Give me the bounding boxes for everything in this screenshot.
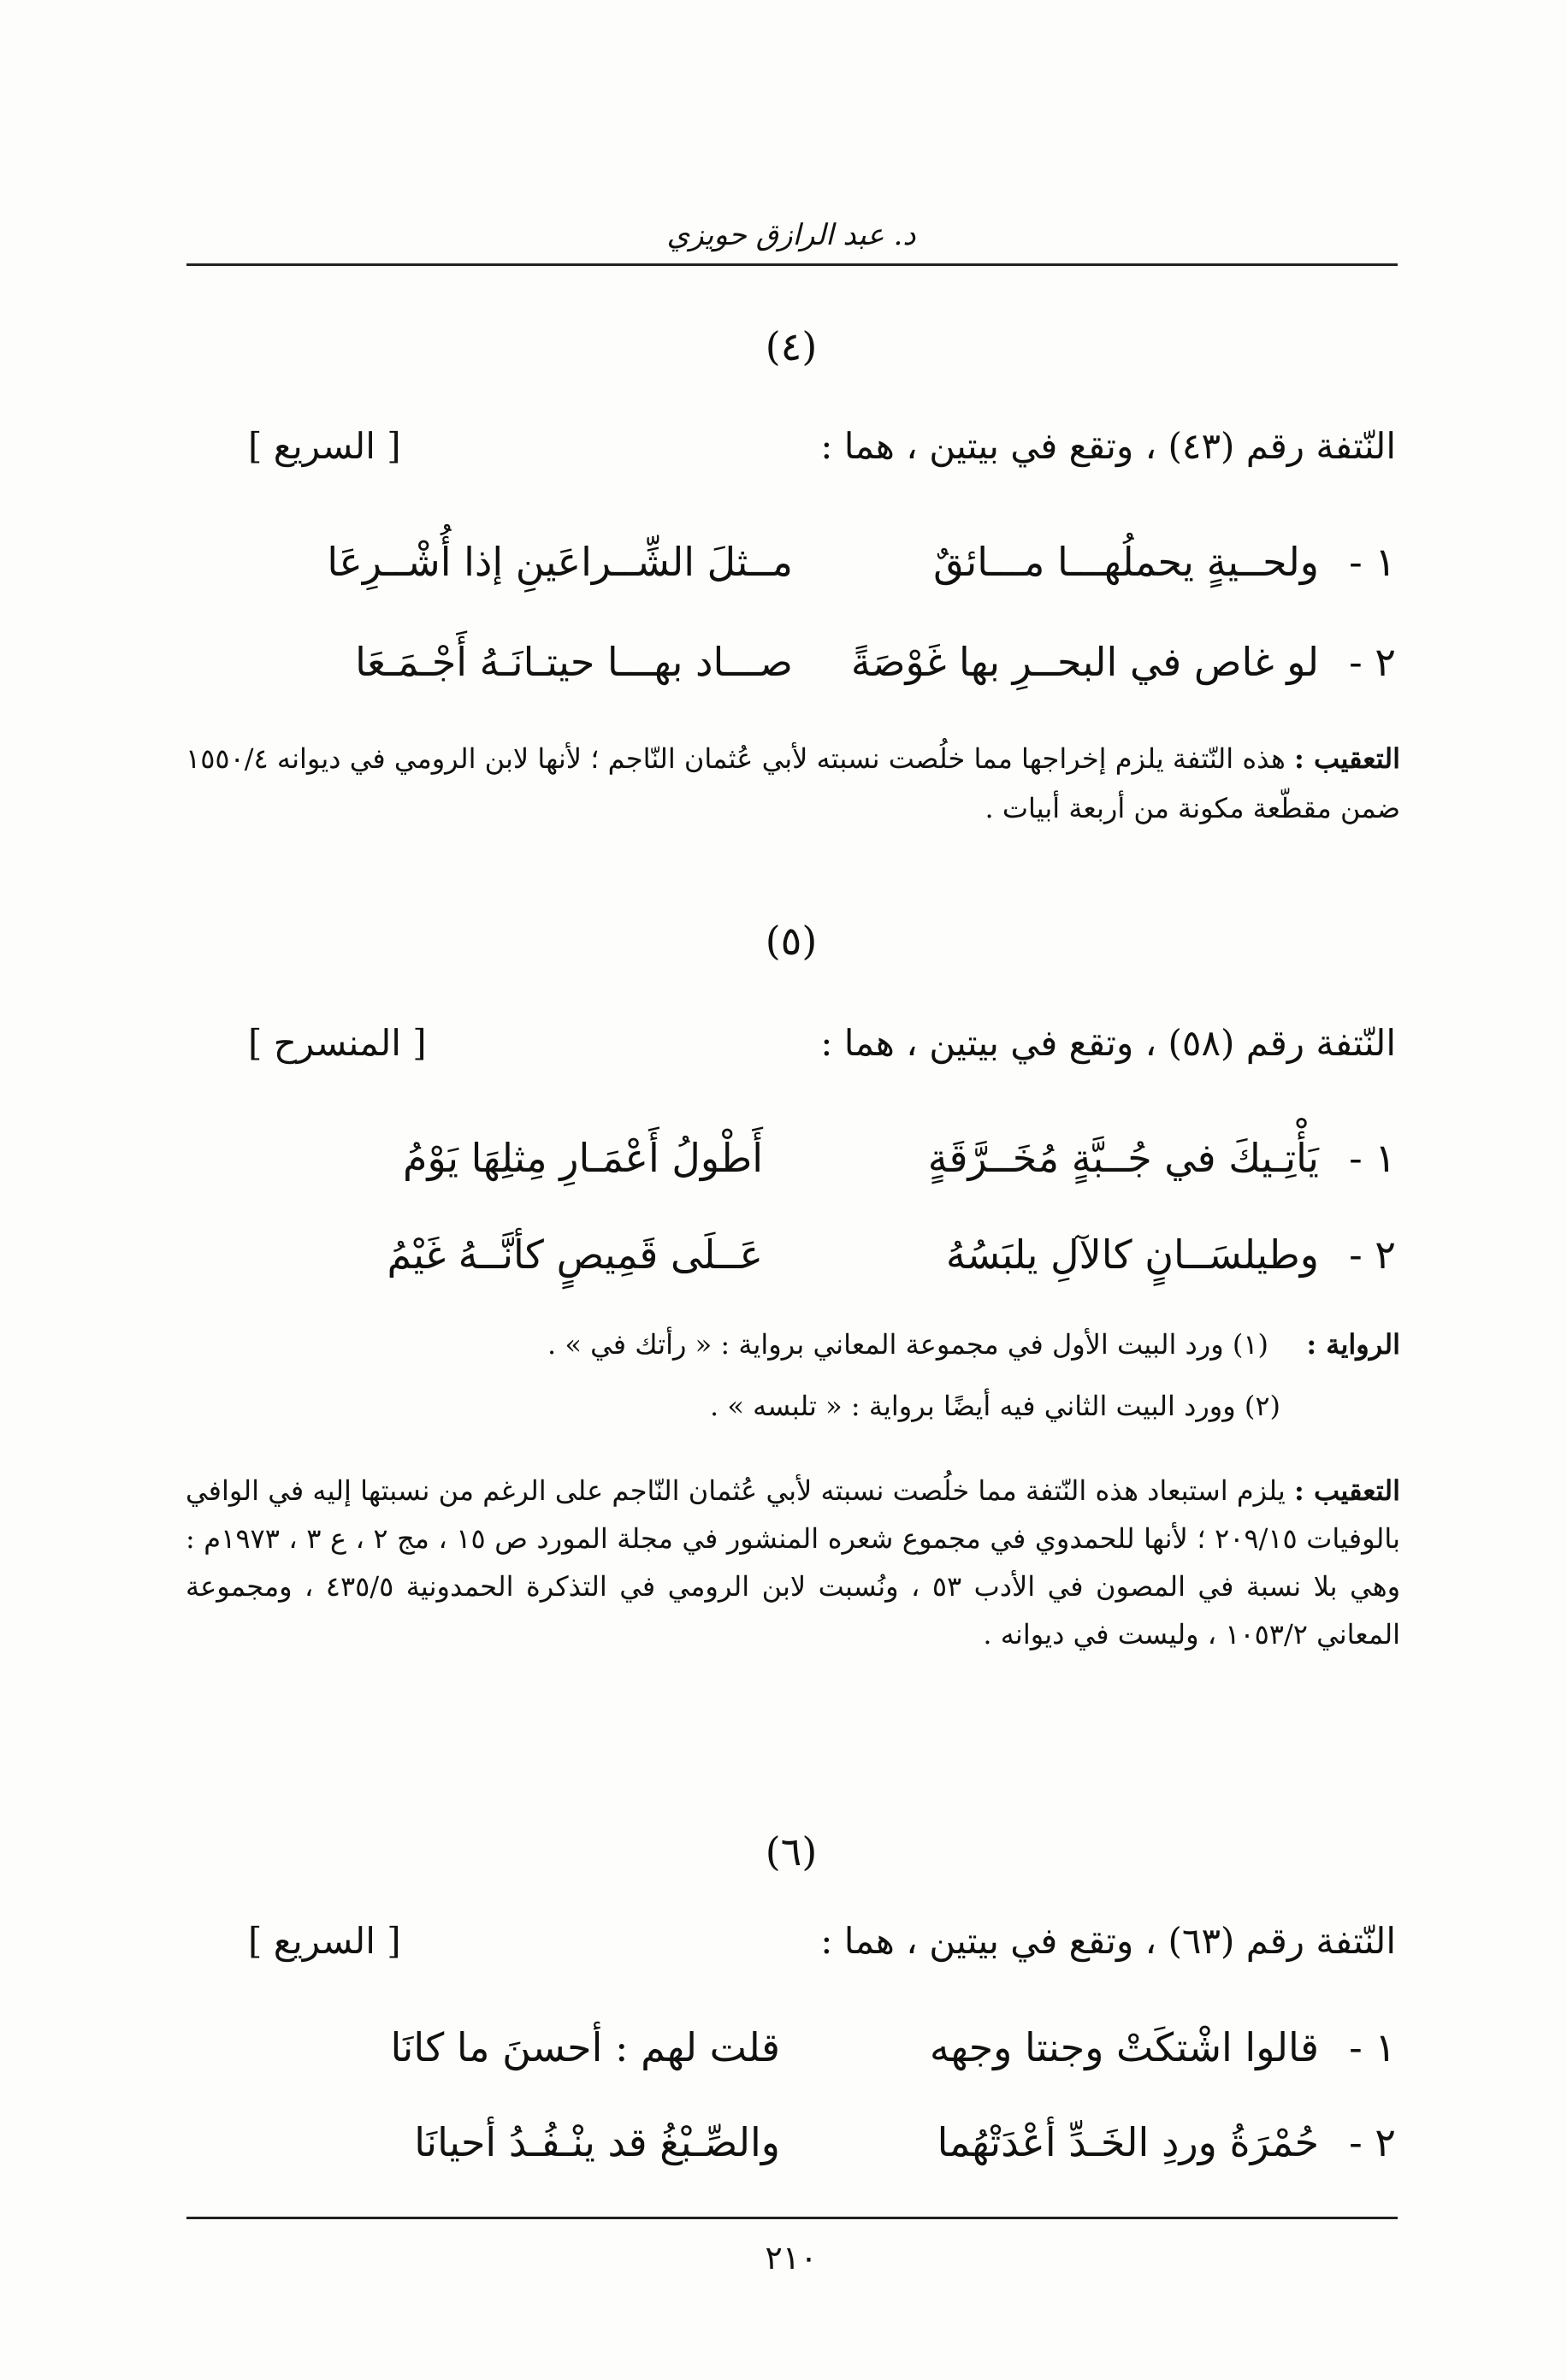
verse-second-hemistich: صـــاد بهـــا حيتـانَـهُ أَجْـمَـعَا: [355, 639, 793, 685]
verse-number: ١ -: [1349, 539, 1396, 585]
commentary-note: [186, 734, 1400, 833]
verse-first-hemistich: ولحــيةٍ يحملُهـــا مـــائقٌ: [933, 539, 1319, 585]
riwaya-label: الرواية :: [1306, 1328, 1400, 1361]
verse-first-hemistich: لو غاص في البحــرِ بها غَوْصَةً: [850, 639, 1319, 685]
meter-label: [ السريع ]: [248, 425, 401, 467]
verse-line: [198, 2024, 1396, 2084]
commentary-note: [186, 1467, 1400, 1658]
verse-number: ٢ -: [1349, 639, 1396, 685]
verse-number: ٢ -: [1349, 1231, 1396, 1278]
verse-first-hemistich: وطيلسَــانٍ كالآلِ يلبَسُهُ: [945, 1231, 1319, 1278]
note-label: التعقيب :: [1294, 742, 1401, 775]
verse-line: [198, 1135, 1396, 1195]
note-text: يلزم استبعاد هذه النّتفة مما خلُصت نسبته لأبي عُثمان النّاجم على الرغم من نسبتها إليه في الوافي بالوفيات ٢٠٩/١٥ ؛ لأنها للحمدوي في مجموع شعره المنشور في مجلة المورد ص ١٥ ، مج ٢ ، ع ٣ ، ١٩٧٣م : وهي بلا نسبة في المصون في الأدب ٥٣ ، ونُسبت لابن الرومي في التذكرة الحمدونية ٤٣٥/٥ ، ومجموعة المعاني ١٠٥٣/٢ ، وليست في ديوانه .: [186, 1474, 1401, 1651]
verse-second-hemistich: عَــلَى قَمِيصٍ كأنَّــهُ غَيْمُ: [387, 1231, 763, 1278]
riwaya-line: [547, 1328, 1400, 1361]
footer-rule: [186, 2217, 1398, 2219]
verse-second-hemistich: مــثلَ الشِّــراعَينِ إذا أُشْــرِعَا: [327, 539, 793, 585]
verse-number: ١ -: [1349, 2024, 1396, 2070]
section-intro: النّتفة رقم (٤٣) ، وتقع في بيتين ، هما :: [820, 425, 1396, 467]
verse-number: ٢ -: [1349, 2119, 1396, 2165]
section-number: (٥): [765, 918, 818, 964]
section-intro: النّتفة رقم (٥٨) ، وتقع في بيتين ، هما :: [820, 1022, 1396, 1064]
verse-line: [198, 639, 1396, 699]
verse-first-hemistich: حُمْرَةُ وردِ الخَـدِّ أعْدَتْهُما: [937, 2119, 1319, 2165]
riwaya-line: [710, 1390, 1280, 1422]
meter-label: [ المنسرح ]: [248, 1022, 427, 1064]
verse-second-hemistich: أَطْولُ أَعْمَـارِ مِثلِهَا يَوْمُ: [403, 1135, 763, 1181]
verse-second-hemistich: قلت لهم : أحسنَ ما كانَا: [390, 2024, 780, 2070]
note-label: التعقيب :: [1294, 1474, 1401, 1507]
verse-number: ١ -: [1349, 1135, 1396, 1181]
verse-first-hemistich: يَأْتِـيكَ في جُــبَّةٍ مُخَــرَّقَةٍ: [927, 1135, 1319, 1181]
verse-line: [198, 2119, 1396, 2179]
section-number: (٦): [765, 1828, 818, 1875]
verse-line: [198, 539, 1396, 599]
riwaya-item: (٢) وورد البيت الثاني فيه أيضًا برواية : « تلبسه » .: [710, 1390, 1280, 1422]
verse-line: [198, 1231, 1396, 1291]
meter-label: [ السريع ]: [248, 1920, 401, 1962]
verse-first-hemistich: قالوا اشْتكَتْ وجنتا وجهه: [929, 2024, 1319, 2070]
riwaya-item: (١) ورد البيت الأول في مجموعة المعاني برواية : « رأتك في » .: [547, 1328, 1268, 1361]
section-number: (٤): [765, 323, 818, 369]
note-text: هذه النّتفة يلزم إخراجها مما خلُصت نسبته لأبي عُثمان النّاجم ؛ لأنها لابن الرومي في ديوانه ١٥٥٠/٤ ضمن مقطّعة مكونة من أربعة أبيات .: [186, 742, 1400, 824]
page-number: ٢١٠: [765, 2239, 818, 2277]
running-head: د. عبد الرازق حويزي: [666, 218, 916, 252]
header-rule: [186, 263, 1398, 266]
verse-second-hemistich: والصِّـبْغُ قد ينْـفُـدُ أحيانَا: [414, 2119, 780, 2165]
section-intro: النّتفة رقم (٦٣) ، وتقع في بيتين ، هما :: [820, 1920, 1396, 1962]
